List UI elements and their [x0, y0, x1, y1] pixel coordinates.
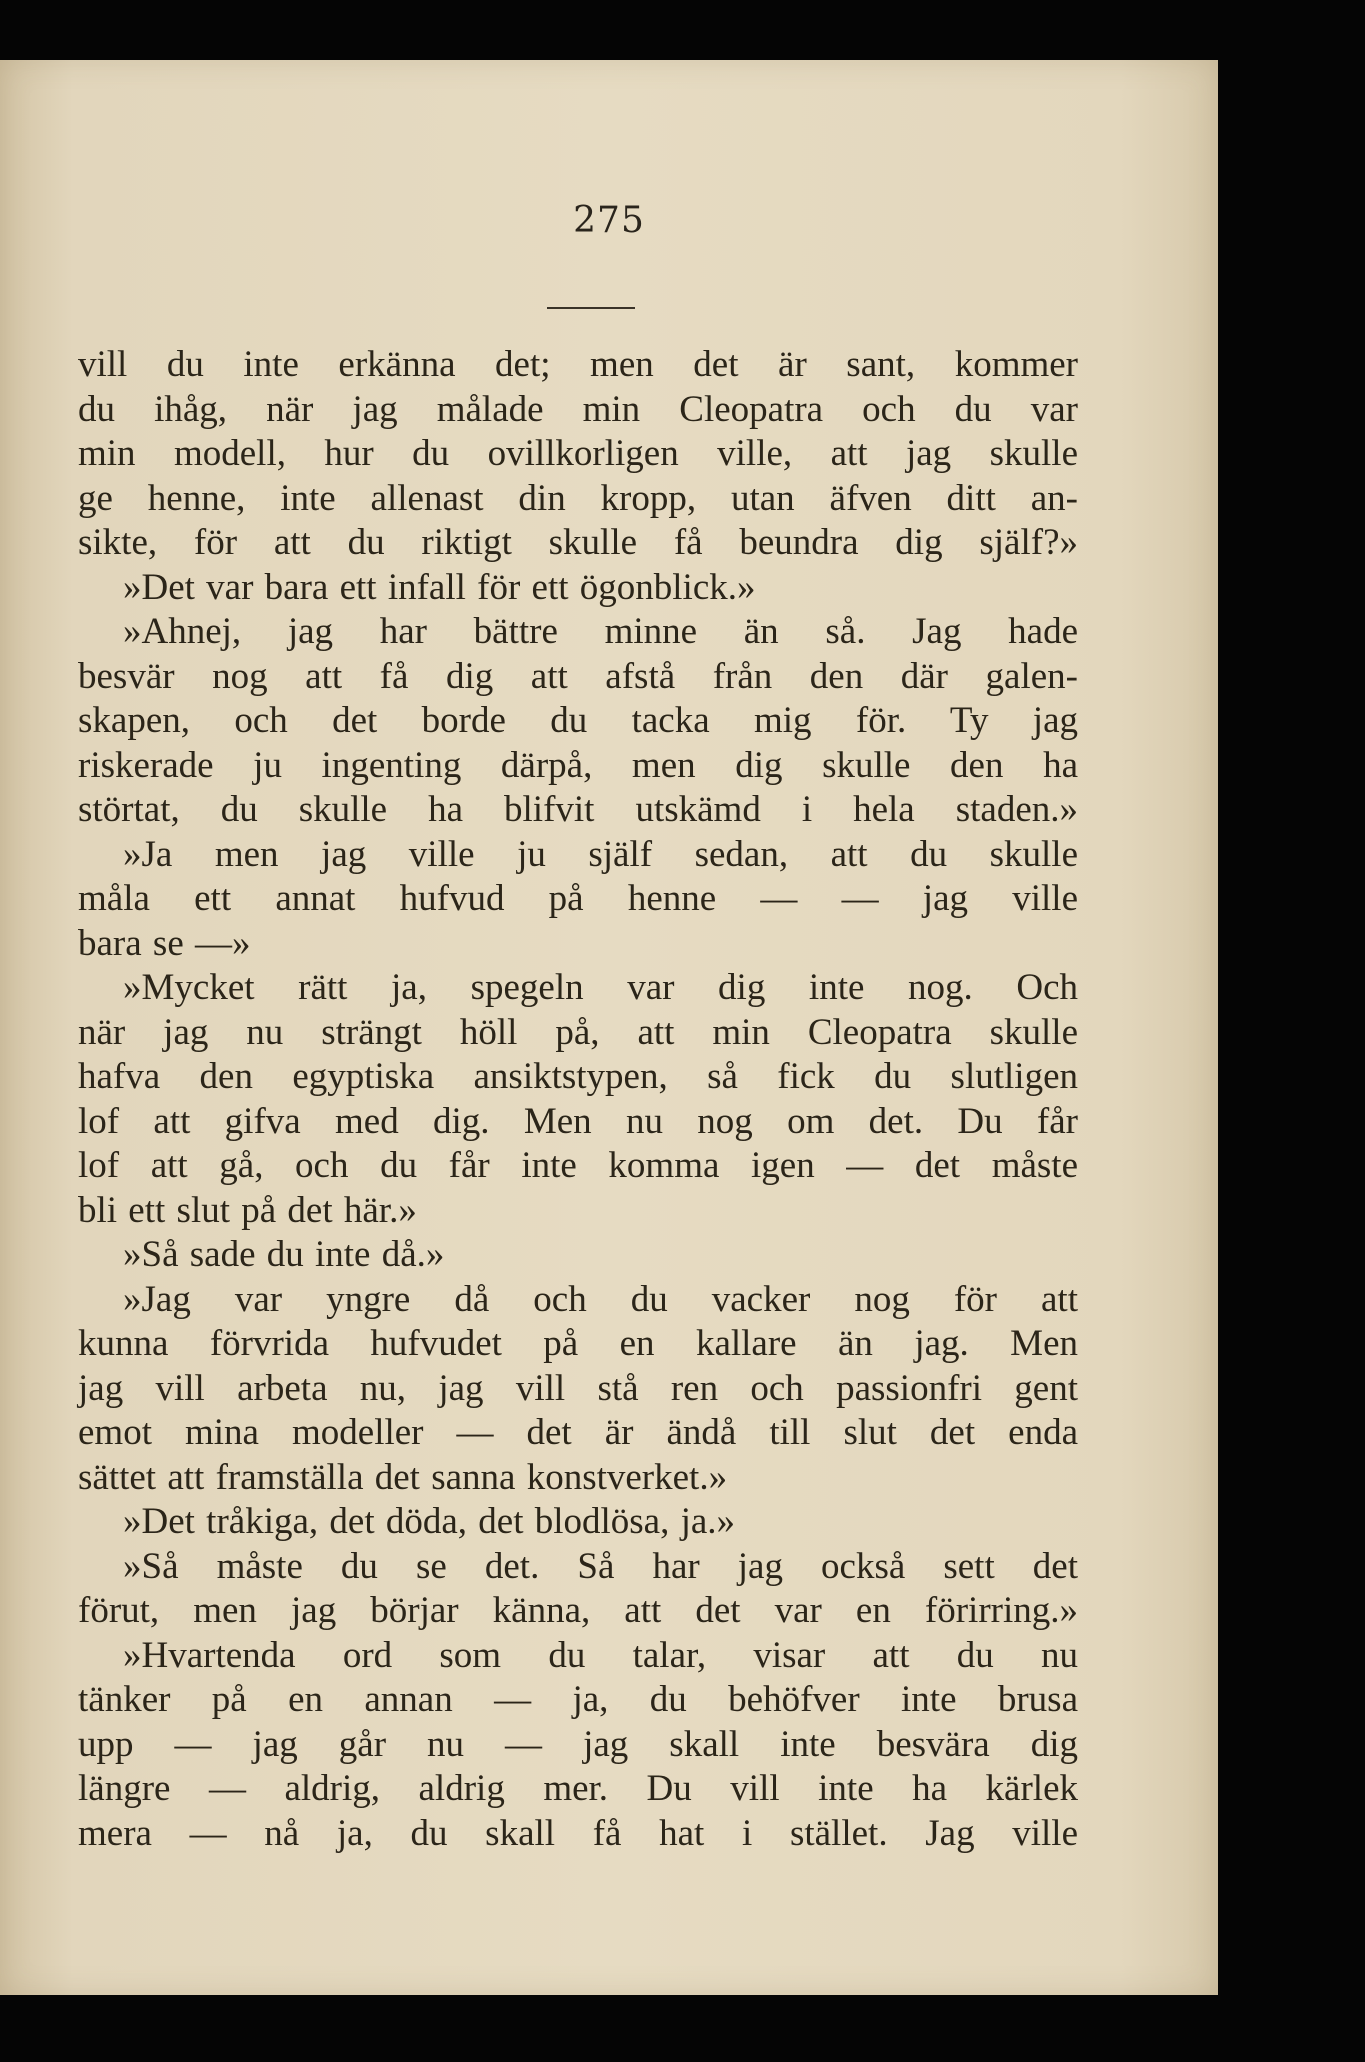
- text-line: skapen, och det borde du tacka mig för. Ty jag: [78, 700, 1078, 741]
- text-line: »Det tråkiga, det döda, det blodlösa, ja.»: [123, 1501, 736, 1542]
- body-text: [78, 343, 1078, 1856]
- text-line: »Så måste du se det. Så har jag också sett det: [123, 1545, 1078, 1587]
- text-line: lof att gå, och du får inte komma igen — det måste: [78, 1145, 1078, 1186]
- text-line: »Det var bara ett infall för ett ögonblick.»: [123, 566, 756, 608]
- text-line: måla ett annat hufvud på henne — — jag ville: [78, 878, 1078, 919]
- text-line: »Hvartenda ord som du talar, visar att du nu: [123, 1634, 1078, 1676]
- text-line: »Ja men jag ville ju själf sedan, att du skulle: [123, 833, 1078, 875]
- text-line: besvär nog att få dig att afstå från den där galen-: [78, 655, 1078, 697]
- text-line: sättet att framställa det sanna konstverket.»: [78, 1456, 728, 1498]
- text-line: du ihåg, när jag målade min Cleopatra och du var: [78, 388, 1078, 430]
- text-line: lof att gifva med dig. Men nu nog om det. Du får: [78, 1100, 1078, 1142]
- text-line: längre — aldrig, aldrig mer. Du vill inte ha kärlek: [78, 1768, 1078, 1809]
- text-line: när jag nu strängt höll på, att min Cleopatra skulle: [78, 1011, 1078, 1053]
- text-line: bli ett slut på det här.»: [78, 1189, 417, 1231]
- text-line: vill du inte erkänna det; men det är sant, kommer: [78, 344, 1078, 385]
- text-line: hafva den egyptiska ansiktstypen, så fick du slutligen: [78, 1056, 1078, 1097]
- text-line: »Så sade du inte då.»: [123, 1234, 445, 1275]
- text-line: sikte, för att du riktigt skulle få beundra dig själf?»: [78, 522, 1078, 563]
- text-line: mera — nå ja, du skall få hat i stället. Jag ville: [78, 1812, 1078, 1854]
- text-line: bara se —»: [78, 922, 251, 964]
- page-number-rule: [547, 307, 635, 309]
- text-line: »Ahnej, jag har bättre minne än så. Jag hade: [123, 611, 1078, 652]
- text-line: ge henne, inte allenast din kropp, utan äfven ditt an-: [78, 477, 1078, 519]
- text-line: störtat, du skulle ha blifvit utskämd i hela staden.»: [78, 789, 1078, 830]
- text-line: »Mycket rätt ja, spegeln var dig inte nog. Och: [123, 967, 1078, 1008]
- text-line: min modell, hur du ovillkorligen ville, att jag skulle: [78, 433, 1078, 474]
- text-line: kunna förvrida hufvudet på en kallare än jag. Men: [78, 1323, 1078, 1364]
- page-number: 275: [573, 200, 645, 241]
- text-line: upp — jag går nu — jag skall inte besvära dig: [78, 1723, 1078, 1765]
- text-line: jag vill arbeta nu, jag vill stå ren och passionfri gent: [78, 1367, 1078, 1409]
- text-line: »Jag var yngre då och du vacker nog för att: [123, 1278, 1078, 1320]
- book-page: [0, 60, 1218, 1995]
- text-line: riskerade ju ingenting därpå, men dig skulle den ha: [78, 744, 1078, 786]
- text-line: emot mina modeller — det är ändå till slut det enda: [78, 1412, 1078, 1453]
- text-line: förut, men jag börjar känna, att det var en förirring.»: [78, 1590, 1078, 1631]
- text-line: tänker på en annan — ja, du behöfver inte brusa: [78, 1679, 1078, 1720]
